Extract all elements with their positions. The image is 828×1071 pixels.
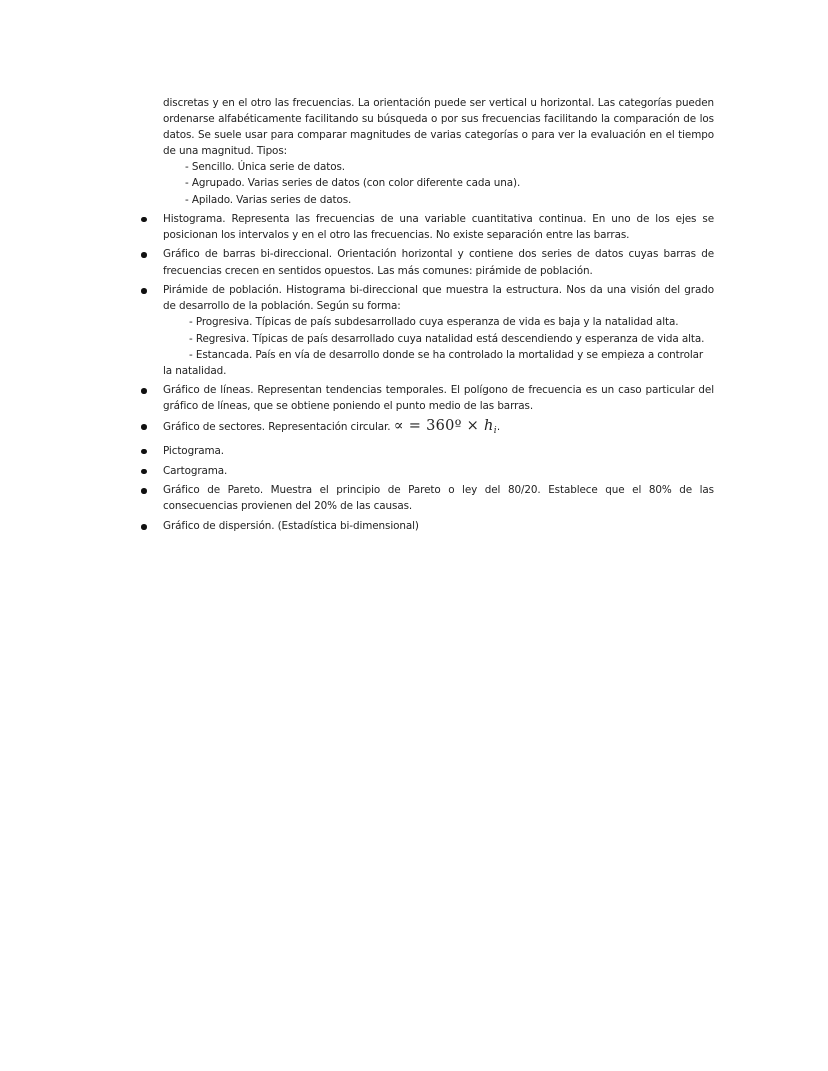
bullet-icon xyxy=(141,424,147,430)
bar-type-grouped: - Agrupado. Varias series de datos (con color diferente cada una). xyxy=(185,177,521,190)
list-item-pie-chart: Gráfico de sectores. Representación circular. ∝ = 360º × $h_i$. xyxy=(163,418,714,439)
list-item-line-chart: Gráfico de líneas. Representan tendencias temporales. El polígono de frecuencia es un caso particular del gráfico de líneas, que se obtiene poniendo el punto medio de las barras. xyxy=(163,382,714,414)
chart-types-list xyxy=(163,211,714,534)
bullet-icon xyxy=(141,252,147,258)
list-item-population-pyramid: Pirámide de población. Histograma bi-direccional que muestra la estructura. Nos da una visión del grado de desarrollo de la población. Según su forma: - Progresiva. Típicas de país subdesarrollado cuya esperanza de vida es baja y la natalidad alta. - Regresiva. Típicas de país desarrollado cuya natalidad está descendiendo y esperanza de vida alta. - Estancada. País en vía de desarrollo donde se ha controlado la mortalidad y se empieza a controlar la natalidad. xyxy=(163,282,714,379)
bullet-icon xyxy=(141,217,147,223)
list-item-pictogram: Pictograma. xyxy=(163,443,714,459)
bullet-icon xyxy=(141,388,147,394)
pyramid-progressive: - Progresiva. Típicas de país subdesarrollado cuya esperanza de vida es baja y la natalidad alta. xyxy=(189,316,679,329)
pyramid-stagnant: - Estancada. País en vía de desarrollo donde se ha controlado la mortalidad y se empieza a controlar xyxy=(189,348,704,361)
pie-formula: ∝ = 360º × $h_i$ xyxy=(393,418,497,437)
pyramid-regressive: - Regresiva. Típicas de país desarrollado cuya natalidad está descendiendo y esperanza de vida alta. xyxy=(189,332,705,345)
document-page xyxy=(163,95,714,538)
bullet-icon xyxy=(141,488,147,494)
bullet-icon xyxy=(141,524,147,530)
list-item-cartogram: Cartograma. xyxy=(163,463,714,479)
bullet-icon xyxy=(141,449,147,455)
bullet-icon xyxy=(141,288,147,294)
intro-paragraph: discretas y en el otro las frecuencias. La orientación puede ser vertical u horizontal. Las categorías pueden ordenarse alfabéticamente facilitando su búsqueda o por sus frecuencias facilitando la comparación de los datos. Se suele usar para comparar magnitudes de varias categorías o para ver la evaluación en el tiempo de una magnitud. Tipos: xyxy=(163,97,714,158)
bullet-icon xyxy=(141,469,147,475)
list-item-pareto: Gráfico de Pareto. Muestra el principio de Pareto o ley del 80/20. Establece que el 80% de las consecuencias provienen del 20% de las causas. xyxy=(163,482,714,514)
list-item-scatter: Gráfico de dispersión. (Estadística bi-dimensional) xyxy=(163,518,714,534)
list-item-histogram: Histograma. Representa las frecuencias de una variable cuantitativa continua. En uno de los ejes se posicionan los intervalos y en el otro las frecuencias. No existe separación entre las barras. xyxy=(163,211,714,243)
bar-type-stacked: - Apilado. Varias series de datos. xyxy=(185,193,352,206)
bar-type-simple: - Sencillo. Única serie de datos. xyxy=(185,161,346,174)
pie-chart-text: Gráfico de sectores. Representación circular. xyxy=(163,421,391,434)
pyramid-stagnant-tail: la natalidad. xyxy=(163,364,227,377)
list-item-bidirectional-bar: Gráfico de barras bi-direccional. Orientación horizontal y contiene dos series de datos cuyas barras de frecuencias crecen en sentidos opuestos. Las más comunes: pirámide de población. xyxy=(163,246,714,278)
